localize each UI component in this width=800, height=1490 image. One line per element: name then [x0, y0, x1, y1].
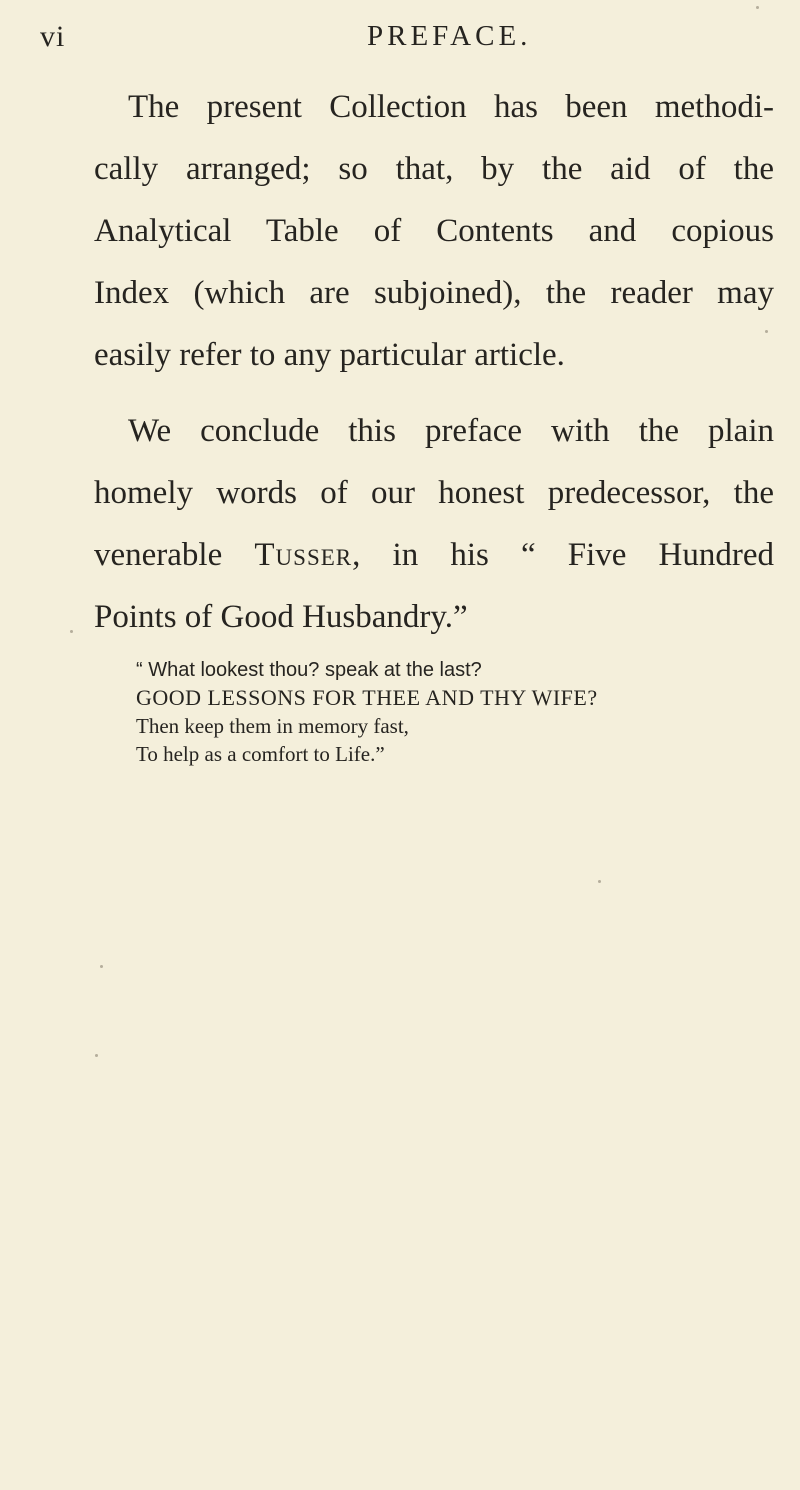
paragraph-line: Points of Good Husbandry.” [94, 599, 468, 635]
paper-speck [95, 1054, 98, 1057]
paper-speck [70, 630, 73, 633]
verse-line: Then keep them in memory fast, [136, 714, 409, 738]
author-name-tusser: Tusser [254, 537, 353, 573]
paper-speck [765, 330, 768, 333]
paper-speck [100, 965, 103, 968]
paragraph-line: The present Collection has been methodi- [128, 89, 774, 125]
paper-speck [598, 880, 601, 883]
verse-quotation [136, 656, 598, 768]
paragraph-conclusion [94, 400, 774, 648]
page-header [40, 20, 760, 60]
paragraph-line: cally arranged; so that, by the aid of the [94, 151, 774, 187]
verse-line: To help as a comfort to Life.” [136, 742, 385, 766]
paragraph-line [94, 524, 774, 586]
paragraph-collection-arrangement [94, 76, 774, 386]
paragraph-line: We conclude this preface with the plain [128, 413, 774, 449]
paragraph-line: Analytical Table of Contents and copious [94, 213, 774, 249]
verse-line: GOOD LESSONS FOR THEE AND THY WIFE? [136, 685, 598, 710]
verse-line: “ What lookest thou? speak at the last? [136, 659, 482, 681]
paragraph-line: easily refer to any particular article. [94, 337, 565, 373]
page-number: vi [40, 20, 66, 53]
paragraph-line: Index (which are subjoined), the reader may [94, 275, 774, 311]
line-text: venerable [94, 537, 255, 573]
paragraph-line: homely words of our honest predecessor, the [94, 475, 774, 511]
running-head: PREFACE. [367, 20, 532, 52]
line-text: , in his “ Five Hundred [352, 537, 775, 573]
paper-speck [756, 6, 759, 9]
